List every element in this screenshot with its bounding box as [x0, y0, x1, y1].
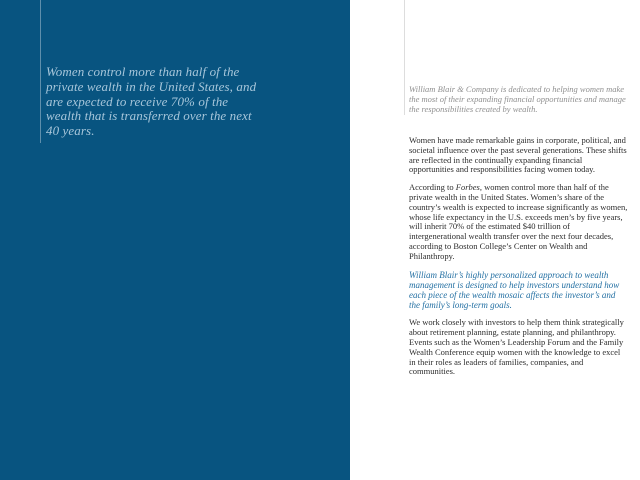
top-hairline-rule-left — [40, 0, 41, 143]
body-content — [409, 84, 628, 385]
right-page — [350, 0, 640, 480]
paragraph-gains: Women have made remarkable gains in corporate, political, and societal influence over the past several generations. These shifts are reflected in the continually expanding financial opportunities and responsibilities facing women today. — [409, 135, 627, 175]
paragraph-closing: We work closely with investors to help them think strategically about retirement planning, estate planning, and philanthropy. Events such as the Women’s Leadership Forum and the Family Wealth Conference equip women with the knowledge to excel in their roles as leaders of families, companies, and communities. — [409, 317, 624, 377]
forbes-publication-name: Forbes — [455, 182, 480, 193]
intro-paragraph: William Blair & Company is dedicated to helping women make the most of their expanding financial opportunities and manage the responsibilities created by wealth. — [409, 84, 626, 114]
top-hairline-rule-right — [404, 0, 405, 115]
highlight-paragraph: William Blair’s highly personalized approach to wealth management is designed to help investors understand how each piece of the wealth mosaic affects the investor’s and the family’s long-term goals. — [409, 269, 620, 311]
paragraph-forbes-lead: According to — [409, 182, 456, 193]
paragraph-forbes — [409, 183, 628, 261]
pull-quote: Women control more than half of the private wealth in the United States, and are expected to receive 70% of the wealth that is transferred over the next 40 years. — [46, 64, 257, 139]
paragraph-forbes-rest: , women control more than half of the private wealth in the United States. Women’s share of the country’s wealth is expected to increase significantly as women, whose life expectancy in the U.S. exceeds men’s by five years, will inherit 70% of the estimated $40 trillion of intergenerational wealth transfer over the next four decades, according to Boston College’s Center on Wealth and Philanthropy. — [409, 182, 628, 261]
